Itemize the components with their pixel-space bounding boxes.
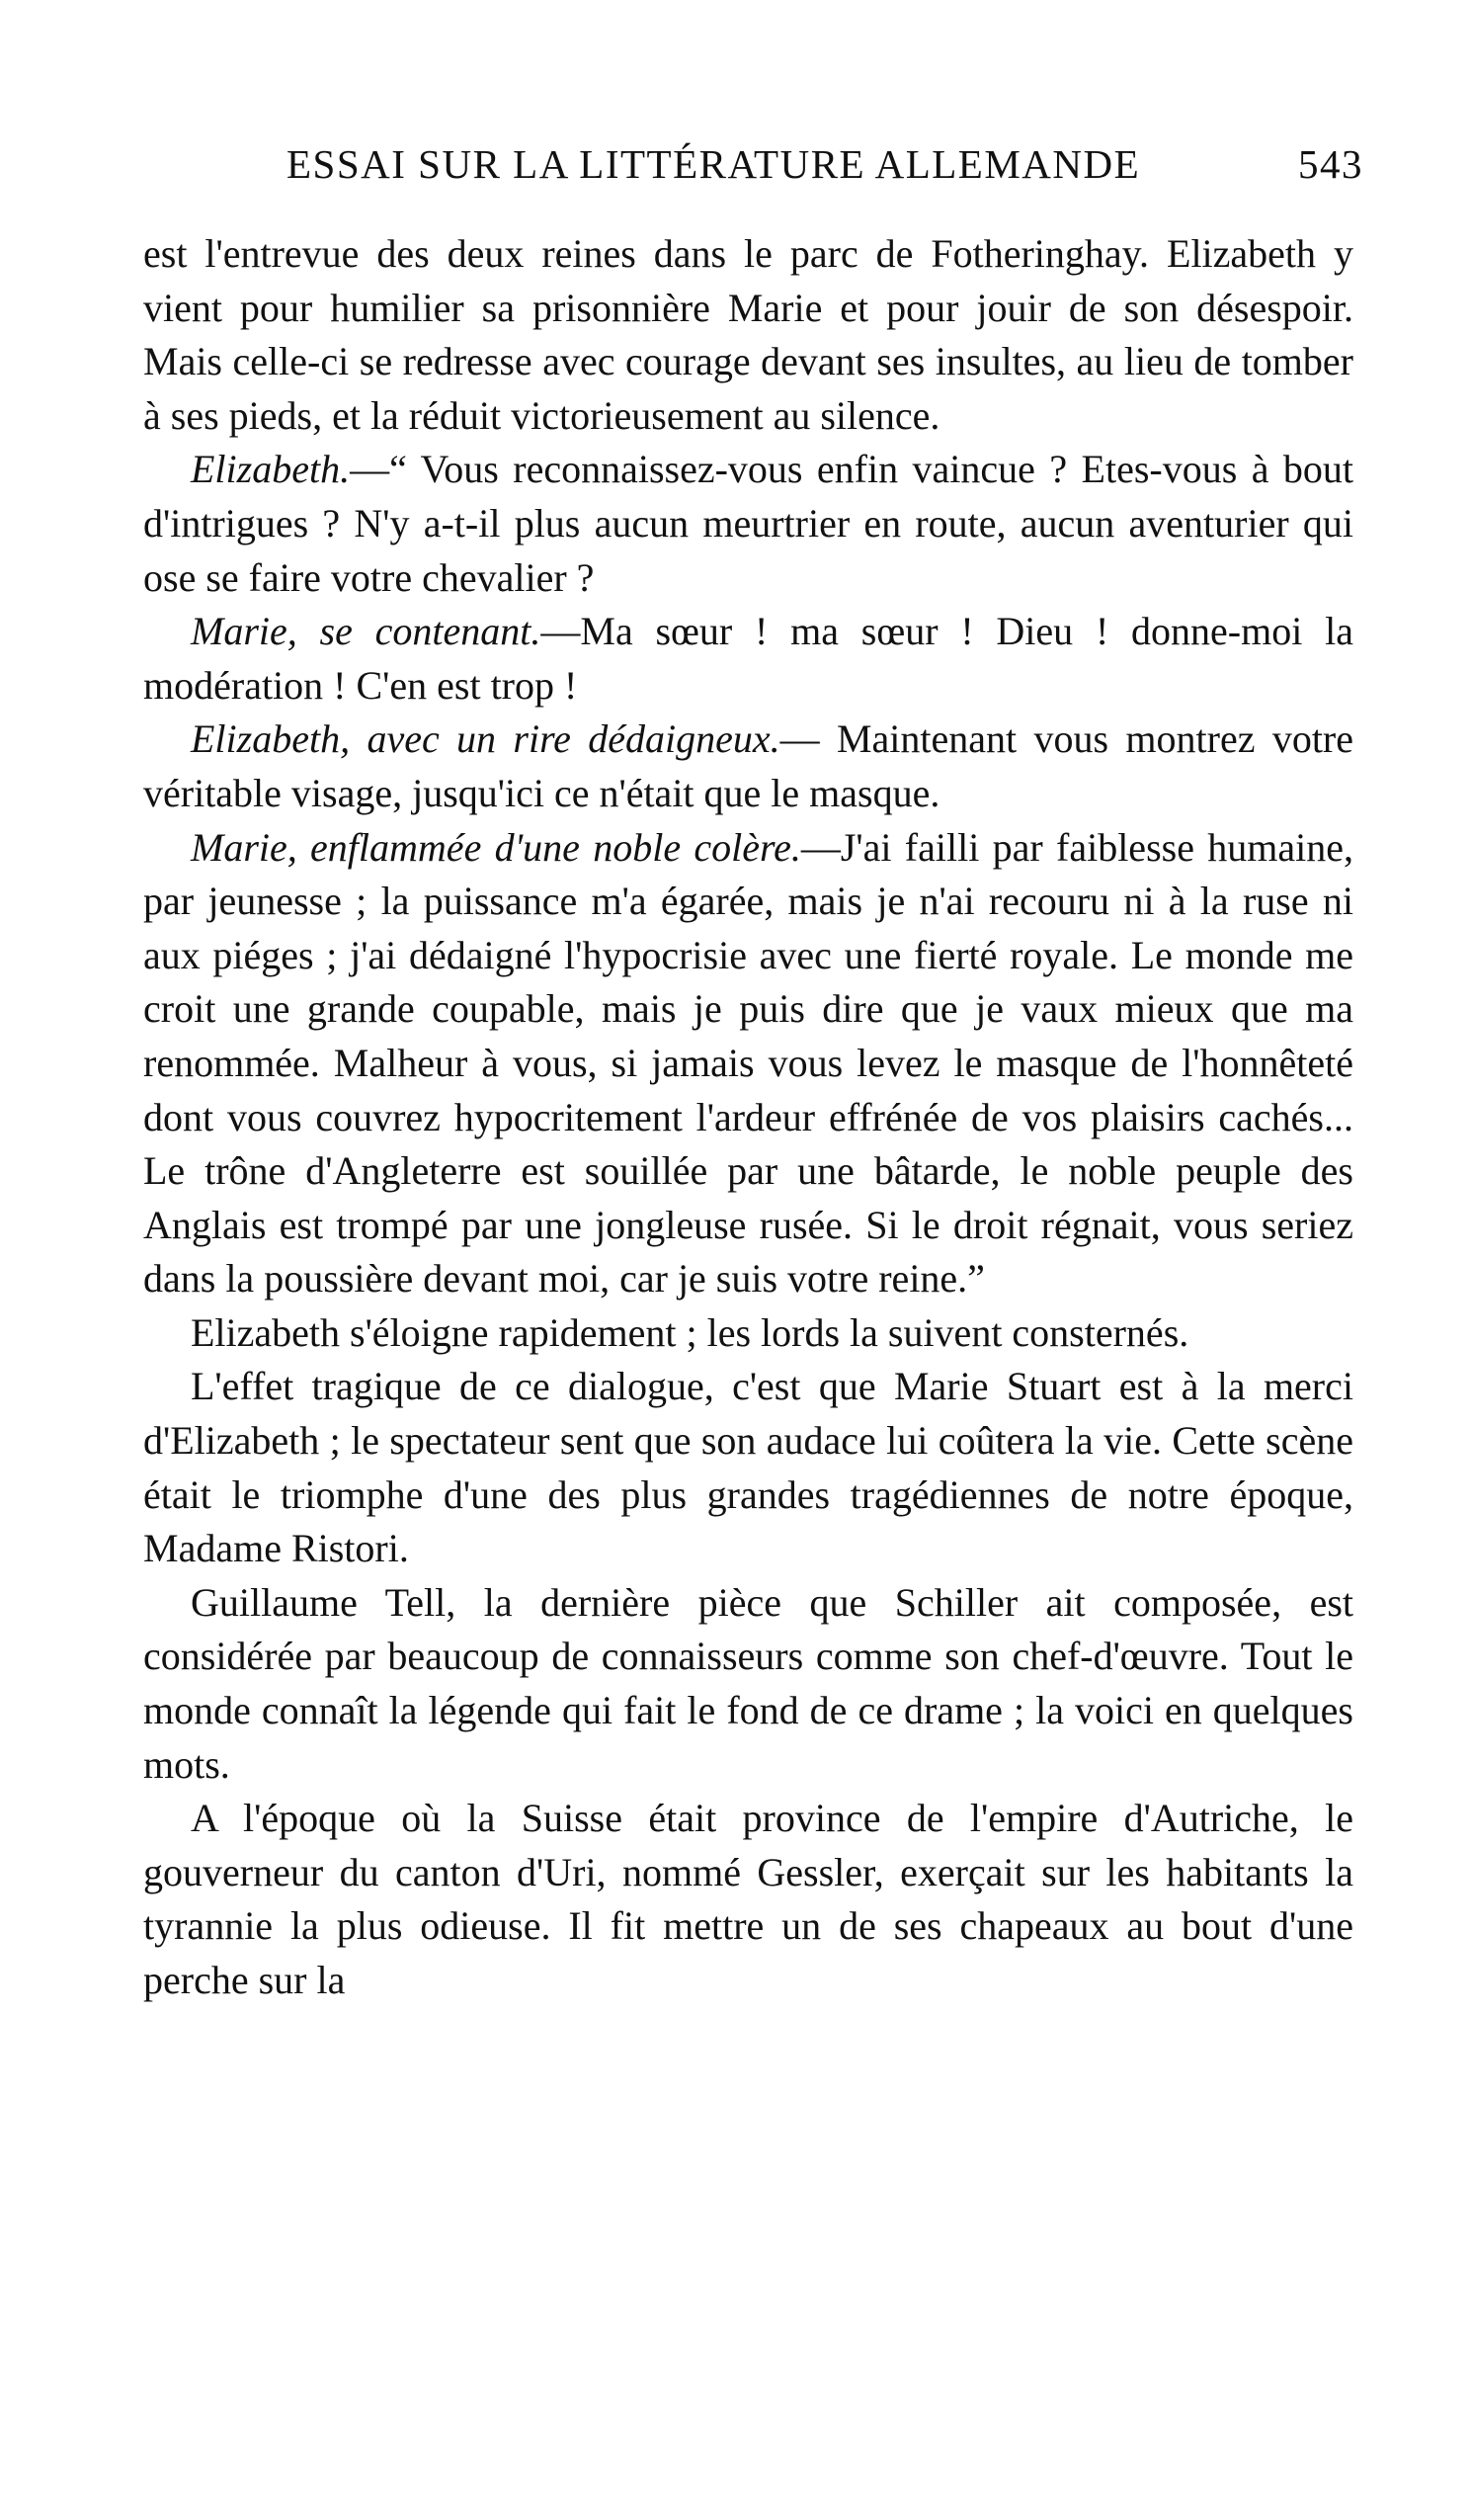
paragraph-text: Elizabeth s'éloigne rapidement ; les lords la suivent consternés. <box>191 1309 1189 1355</box>
paragraph-text: —Ma sœur ! ma sœur ! Dieu ! donne-moi la modération ! C'en est trop ! <box>143 609 1353 708</box>
paragraph-text: —“ Vous reconnaissez-vous enfin vaincue ? Etes-vous à bout d'intrigues ? N'y a-t-il plus aucun meurtrier en route, aucun aventurier qui ose se faire votre chevalier ? <box>143 447 1353 600</box>
running-head <box>237 140 1363 200</box>
paragraph <box>143 1576 1353 1792</box>
paragraph <box>143 227 1353 443</box>
paragraph-text: est l'entrevue des deux reines dans le parc de Fotheringhay. Elizabeth y vient pour humilier sa prisonnière Marie et pour jouir de son désespoir. Mais celle-ci se redresse avec courage devant ses insultes, au lieu de tomber à ses pieds, et la réduit victorieusement au silence. <box>143 231 1353 438</box>
paragraph <box>143 443 1353 605</box>
speaker-label: Marie, se contenant. <box>191 609 541 654</box>
page-number: 543 <box>1298 141 1363 187</box>
running-title: ESSAI SUR LA LITTÉRATURE ALLEMANDE <box>286 141 1141 187</box>
body-text <box>143 227 1353 2008</box>
paragraph-text: — Maintenant vous montrez votre véritable visage, jusqu'ici ce n'était que le masque. <box>143 716 1353 815</box>
paragraph <box>143 1360 1353 1575</box>
paragraph <box>143 821 1353 1306</box>
paragraph <box>143 1306 1353 1361</box>
speaker-label: Elizabeth. <box>191 447 351 492</box>
speaker-label: Marie, enflammée d'une noble colère. <box>191 824 801 870</box>
paragraph-text: Guillaume Tell, la dernière pièce que Schiller ait composée, est considérée par beaucoup de connaisseurs comme son chef-d'œuvre. Tout le monde connaît la légende qui fait le fond de ce drame ; la voici en quelques mots. <box>143 1579 1353 1787</box>
paragraph <box>143 605 1353 713</box>
paragraph-text: —J'ai failli par faiblesse humaine, par jeunesse ; la puissance m'a égarée, mais je n'ai recouru ni à la ruse ni aux piéges ; j'ai dédaigné l'hypocrisie avec une fierté royale. Le monde me croit une grande coupable, mais je puis dire que je vaux mieux que ma renommée. Malheur à vous, si jamais vous levez le masque de l'honnêteté dont vous couvrez hypocritement l'ardeur effrénée de vos plaisirs cachés... Le trône d'Angleterre est souillée par une bâtarde, le noble peuple des Anglais est trompé par une jongleuse rusée. Si le droit régnait, vous seriez dans la poussière devant moi, car je suis votre reine.” <box>143 824 1353 1302</box>
paragraph-text: L'effet tragique de ce dialogue, c'est que Marie Stuart est à la merci d'Elizabeth ; le spectateur sent que son audace lui coûtera la vie. Cette scène était le triomphe d'une des plus grandes tragédiennes de notre époque, Madame Ristori. <box>143 1364 1353 1571</box>
paragraph <box>143 713 1353 820</box>
paragraph-text: A l'époque où la Suisse était province de l'empire d'Autriche, le gouverneur du canton d'Uri, nommé Gessler, exerçait sur les habitants la tyrannie la plus odieuse. Il fit mettre un de ses chapeaux au bout d'une perche sur la <box>143 1796 1353 2002</box>
paragraph <box>143 1792 1353 2007</box>
speaker-label: Elizabeth, avec un rire dédaigneux. <box>191 716 780 762</box>
